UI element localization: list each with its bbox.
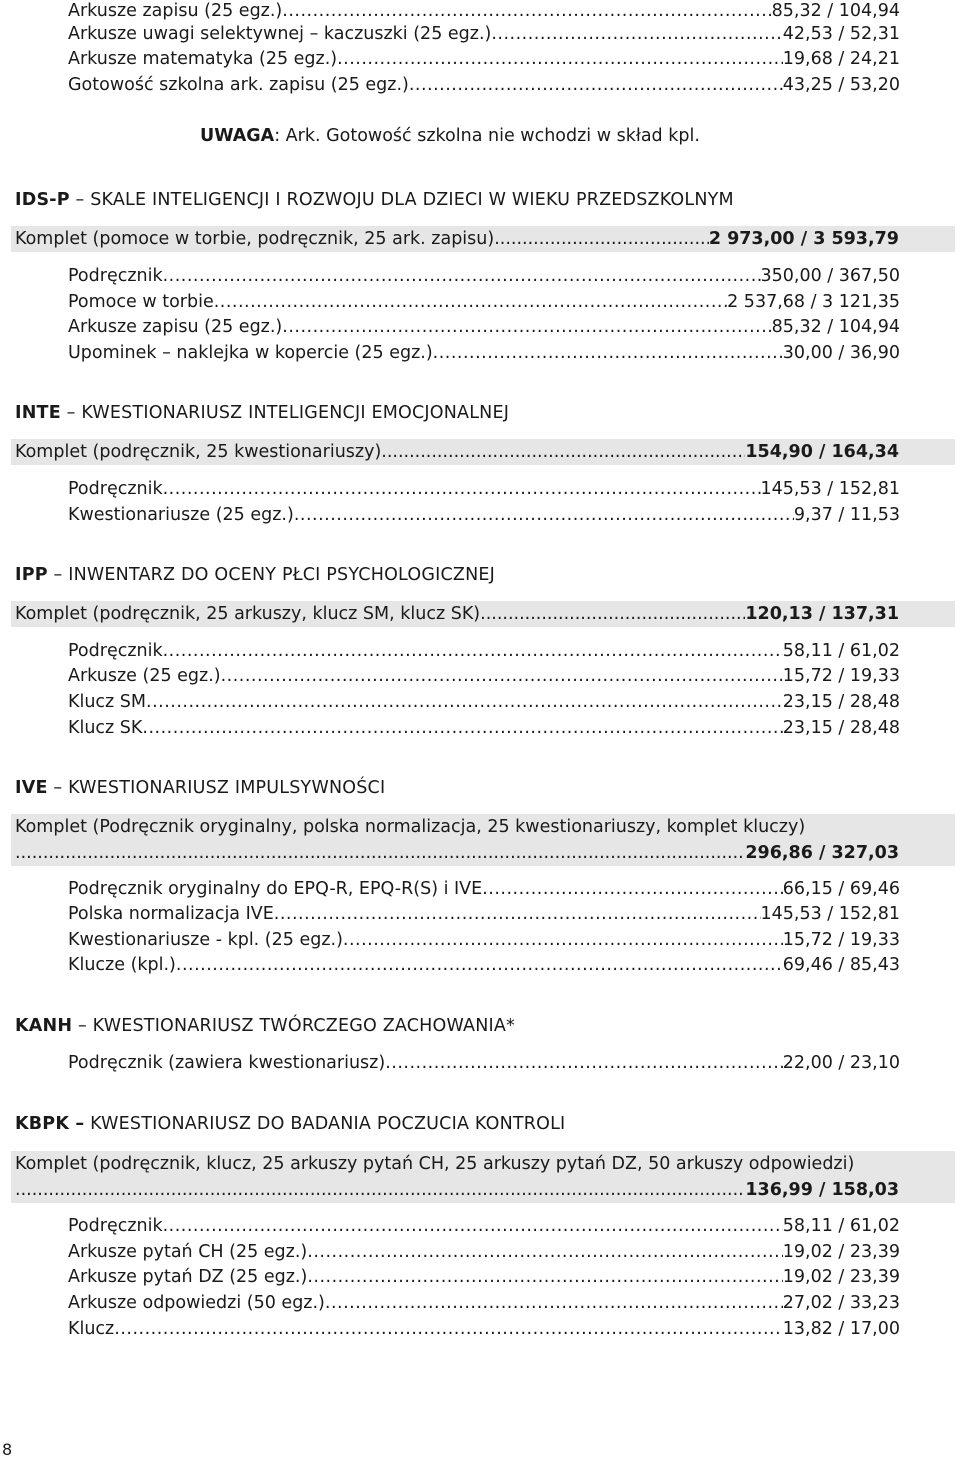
list-item	[68, 901, 900, 927]
kit-row	[11, 601, 955, 627]
item-price: 85,32 / 104,94	[771, 317, 900, 337]
item-price: 66,15 / 69,46	[782, 879, 900, 899]
item-price: 2 537,68 / 3 121,35	[727, 292, 900, 312]
list-item	[68, 46, 900, 72]
list-item	[68, 476, 900, 502]
section-title: – KWESTIONARIUSZ INTELIGENCJI EMOCJONALNEJ	[60, 403, 510, 423]
item-label: Klucze (kpl.)	[68, 955, 176, 975]
item-price: 69,46 / 85,43	[782, 955, 900, 975]
list-item	[68, 289, 900, 315]
section-heading	[15, 774, 385, 802]
list-item	[68, 1264, 900, 1290]
list-item	[68, 1213, 900, 1239]
list-item	[68, 715, 900, 741]
section-code: IVE	[15, 778, 48, 798]
item-price: 19,68 / 24,21	[782, 49, 900, 69]
item-price: 43,25 / 53,20	[782, 75, 900, 95]
section-heading	[15, 561, 495, 589]
item-price: 13,82 / 17,00	[782, 1319, 900, 1339]
section-heading	[15, 186, 734, 214]
list-item	[68, 952, 900, 978]
list-item	[68, 638, 900, 664]
list-item	[68, 876, 900, 902]
kit-price: 136,99 / 158,03	[745, 1180, 899, 1200]
list-item	[68, 72, 900, 98]
item-label: Arkusze pytań CH (25 egz.)	[68, 1242, 308, 1262]
item-price: 30,00 / 36,90	[782, 343, 900, 363]
item-label: Pomoce w torbie	[68, 292, 214, 312]
list-item	[68, 1290, 900, 1316]
item-label: Kwestionariusze (25 egz.)	[68, 505, 294, 525]
kit-row	[11, 1151, 955, 1203]
section-heading	[15, 1110, 565, 1138]
note	[200, 122, 700, 150]
item-label: Gotowość szkolna ark. zapisu (25 egz.)	[68, 75, 409, 95]
list-item	[68, 263, 900, 289]
section-title: – KWESTIONARIUSZ TWÓRCZEGO ZACHOWANIA*	[72, 1016, 515, 1036]
item-label: Upominek – naklejka w kopercie (25 egz.)	[68, 343, 433, 363]
item-label: Klucz	[68, 1319, 115, 1339]
kit-price: 2 973,00 / 3 593,79	[708, 229, 899, 249]
kit-label: Komplet (podręcznik, 25 arkuszy, klucz SM, klucz SK)	[15, 604, 481, 624]
item-price: 19,02 / 23,39	[782, 1267, 900, 1287]
kit-label: Komplet (podręcznik, klucz, 25 arkuszy pytań CH, 25 arkuszy pytań DZ, 50 arkuszy odpowiedzi)	[15, 1154, 855, 1174]
list-item	[68, 927, 900, 953]
list-item	[68, 689, 900, 715]
list-item	[68, 314, 900, 340]
section-title: – SKALE INTELIGENCJI I ROZWOJU DLA DZIECI W WIEKU PRZEDSZKOLNYM	[69, 190, 734, 210]
kit-label: Komplet (pomoce w torbie, podręcznik, 25 ark. zapisu)	[15, 229, 495, 249]
item-label: Arkusze zapisu (25 egz.)	[68, 1, 283, 21]
section-code: KANH	[15, 1016, 73, 1036]
list-item	[68, 21, 900, 47]
item-price: 9,37 / 11,53	[793, 505, 900, 525]
section-code: KBPK –	[15, 1114, 85, 1134]
kit-row	[11, 226, 955, 252]
item-label: Podręcznik oryginalny do EPQ-R, EPQ-R(S) i IVE	[68, 879, 483, 899]
item-label: Polska normalizacja IVE	[68, 904, 274, 924]
item-label: Arkusze matematyka (25 egz.)	[68, 49, 338, 69]
item-price: 22,00 / 23,10	[782, 1053, 900, 1073]
kit-price: 120,13 / 137,31	[745, 604, 899, 624]
list-item	[68, 1050, 900, 1076]
item-price: 350,00 / 367,50	[760, 266, 900, 286]
section-code: IPP	[15, 565, 48, 585]
item-label: Podręcznik	[68, 1216, 163, 1236]
list-item	[68, 502, 900, 528]
kit-label: Komplet (podręcznik, 25 kwestionariuszy)	[15, 442, 382, 462]
note-label: UWAGA	[200, 126, 275, 146]
section-heading	[15, 399, 509, 427]
kit-row	[11, 814, 955, 866]
item-price: 23,15 / 28,48	[782, 718, 900, 738]
list-item	[68, 1316, 900, 1342]
kit-label: Komplet (Podręcznik oryginalny, polska normalizacja, 25 kwestionariuszy, komplet kluczy)	[15, 817, 806, 837]
section-title: – KWESTIONARIUSZ IMPULSYWNOŚCI	[47, 778, 386, 798]
item-label: Podręcznik	[68, 479, 163, 499]
list-item	[68, 663, 900, 689]
item-price: 15,72 / 19,33	[782, 930, 900, 950]
item-price: 58,11 / 61,02	[782, 641, 900, 661]
item-label: Podręcznik	[68, 641, 163, 661]
item-price: 145,53 / 152,81	[760, 904, 900, 924]
section-code: IDS-P	[15, 190, 70, 210]
list-item	[68, 340, 900, 366]
kit-price: 154,90 / 164,34	[745, 442, 899, 462]
section-title: KWESTIONARIUSZ DO BADANIA POCZUCIA KONTROLI	[84, 1114, 566, 1134]
item-price: 145,53 / 152,81	[760, 479, 900, 499]
item-label: Arkusze odpowiedzi (50 egz.)	[68, 1293, 325, 1313]
item-price: 42,53 / 52,31	[782, 24, 900, 44]
section-title: – INWENTARZ DO OCENY PŁCI PSYCHOLOGICZNEJ	[47, 565, 495, 585]
item-label: Arkusze uwagi selektywnej – kaczuszki (25 egz.)	[68, 24, 492, 44]
item-label: Podręcznik (zawiera kwestionariusz)	[68, 1053, 386, 1073]
list-item	[68, 1239, 900, 1265]
kit-row	[11, 439, 955, 465]
item-label: Klucz SK	[68, 718, 143, 738]
note-text: : Ark. Gotowość szkolna nie wchodzi w skład kpl.	[274, 126, 700, 146]
item-price: 27,02 / 33,23	[782, 1293, 900, 1313]
item-price: 15,72 / 19,33	[782, 666, 900, 686]
section-code: INTE	[15, 403, 61, 423]
item-label: Klucz SM	[68, 692, 147, 712]
item-label: Podręcznik	[68, 266, 163, 286]
kit-price: 296,86 / 327,03	[745, 843, 899, 863]
item-price: 58,11 / 61,02	[782, 1216, 900, 1236]
item-label: Arkusze pytań DZ (25 egz.)	[68, 1267, 308, 1287]
section-heading	[15, 1012, 515, 1040]
item-label: Arkusze zapisu (25 egz.)	[68, 317, 283, 337]
item-label: Kwestionariusze - kpl. (25 egz.)	[68, 930, 343, 950]
page-number: 8	[2, 1440, 13, 1459]
item-price: 23,15 / 28,48	[782, 692, 900, 712]
item-price: 19,02 / 23,39	[782, 1242, 900, 1262]
item-price: 85,32 / 104,94	[771, 1, 900, 21]
item-label: Arkusze (25 egz.)	[68, 666, 221, 686]
